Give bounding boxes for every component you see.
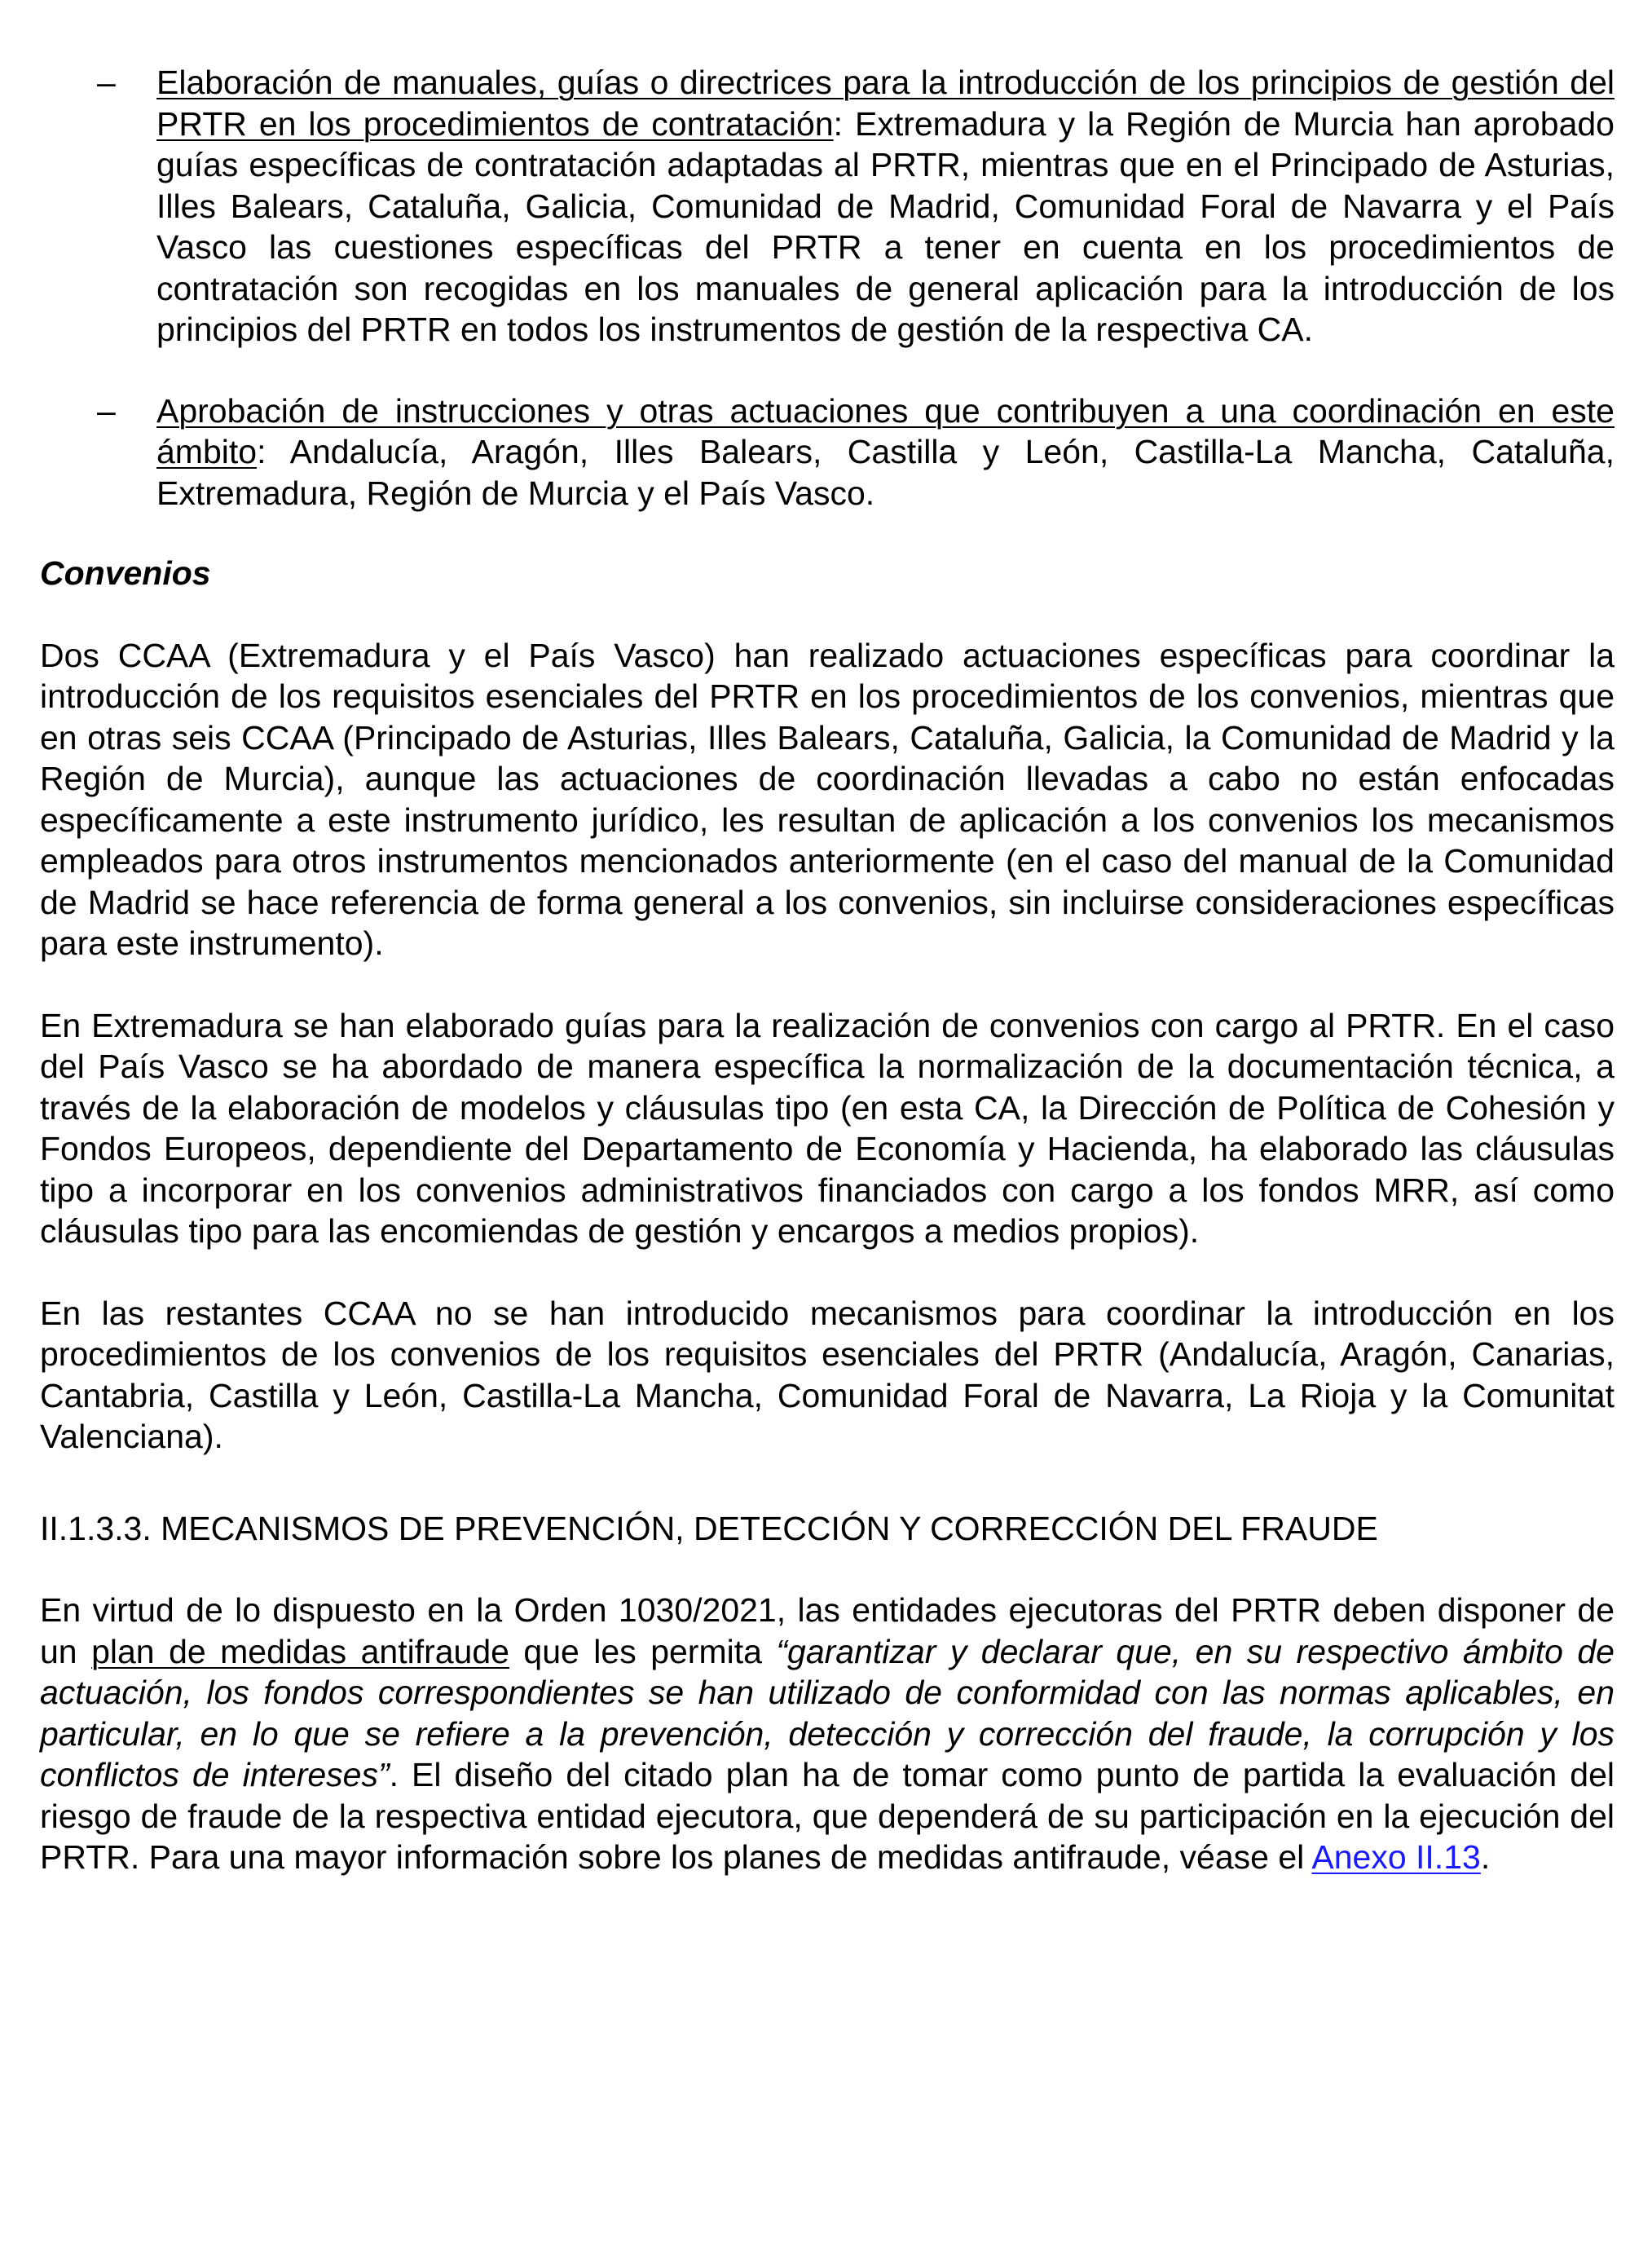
convenios-paragraph-3: En las restantes CCAA no se han introducido mecanismos para coordinar la introducción en los procedimientos de los convenios de los requisitos esenciales del PRTR (Andalucía, Aragón, Canarias, Cantabria, Castilla y León, Castilla-La Mancha, Comunidad Foral de Navarra, La Rioja y la Comunitat Valenciana).: [40, 1294, 1615, 1455]
antifraude-paragraph: [40, 1590, 1615, 1878]
dash-bullet-icon: –: [97, 391, 116, 430]
anexo-link[interactable]: Anexo II.13: [1311, 1838, 1481, 1876]
document-page: [40, 62, 1615, 1878]
dash-bullet-icon: –: [97, 64, 116, 101]
convenios-paragraph-1: Dos CCAA (Extremadura y el País Vasco) han realizado actuaciones específicas para coordinar la introducción de los requisitos esenciales del PRTR en los procedimientos de los convenios, mientras que en otras seis CCAA (Principado de Asturias, Illes Balears, Cataluña, Galicia, la Comunidad de Madrid y la Región de Murcia), aunque las actuaciones de coordinación llevadas a cabo no están enfocadas específicamente a este instrumento jurídico, les resultan de aplicación a los convenios los mecanismos empleados para otros instrumentos mencionados anteriormente (en el caso del manual de la Comunidad de Madrid se hace referencia de forma general a los convenios, sin incluirse consideraciones específicas para este instrumento).: [40, 636, 1615, 962]
bullet-body-text: : Extremadura y la Región de Murcia han aprobado guías específicas de contratación adaptadas al PRTR, mientras que en el Principado de Asturias, Illes Balears, Cataluña, Galicia, Comunidad de Madrid, Comunidad Foral de Navarra y el País Vasco las cuestiones específicas del PRTR a tener en cuenta en los procedimientos de contratación son recogidas en los manuales de general aplicación para la introducción de los principios del PRTR en todos los instrumentos de gestión de la respectiva CA.: [156, 104, 1615, 348]
orden-quote: “garantizar y declarar que, en su respectivo ámbito de actuación, los fondos correspondientes se han utilizado de conformidad con las normas aplicables, en particular, en lo que se refiere a la prevención, detección y corrección del fraude, la corrupción y los conflictos de intereses”: [40, 1632, 1615, 1793]
bullet-body-text: : Andalucía, Aragón, Illes Balears, Castilla y León, Castilla-La Mancha, Cataluña, Extremadura, Región de Murcia y el País Vasco.: [156, 433, 1615, 512]
convenios-title: Convenios: [40, 554, 211, 592]
bullet-contratacion-manuales: [40, 62, 1615, 351]
antifraude-text-mid: que les permita: [509, 1632, 777, 1670]
antifraude-text-start: En virtud de lo dispuesto en la Orden 1030/2021, las entidades ejecutoras del PRTR deben disponer de un: [40, 1591, 1615, 1670]
bullet-instrucciones: [40, 390, 1615, 514]
antifraude-text-after-quote: . El diseño del citado plan ha de tomar como punto de partida la evaluación del riesgo de fraude de la respectiva entidad ejecutora, que dependerá de su participación en la ejecución del PRTR. Para una mayor información sobre los planes de medidas antifraude, véase el: [40, 1756, 1615, 1876]
bullet-underlined-heading: Aprobación de instrucciones y otras actuaciones que contribuyen a una coordinación en este ámbito: [156, 391, 1615, 470]
section-heading: II.1.3.3. MECANISMOS DE PREVENCIÓN, DETECCIÓN Y CORRECCIÓN DEL FRAUDE: [40, 1509, 1378, 1547]
antifraude-text-end: .: [1480, 1838, 1491, 1876]
convenios-paragraph-2: En Extremadura se han elaborado guías para la realización de convenios con cargo al PRTR. En el caso del País Vasco se ha abordado de manera específica la normalización de la documentación técnica, a través de la elaboración de modelos y cláusulas tipo (en esta CA, la Dirección de Política de Cohesión y Fondos Europeos, dependiente del Departamento de Economía y Hacienda, ha elaborado las cláusulas tipo a incorporar en los convenios administrativos financiados con cargo a los fondos MRR, así como cláusulas tipo para las encomiendas de gestión y encargos a medios propios).: [40, 1006, 1615, 1250]
bullet-underlined-heading: Elaboración de manuales, guías o directrices para la introducción de los principios de gestión del PRTR en los procedimientos de contratación: [156, 64, 1615, 143]
plan-antifraude-underlined: plan de medidas antifraude: [91, 1632, 509, 1670]
